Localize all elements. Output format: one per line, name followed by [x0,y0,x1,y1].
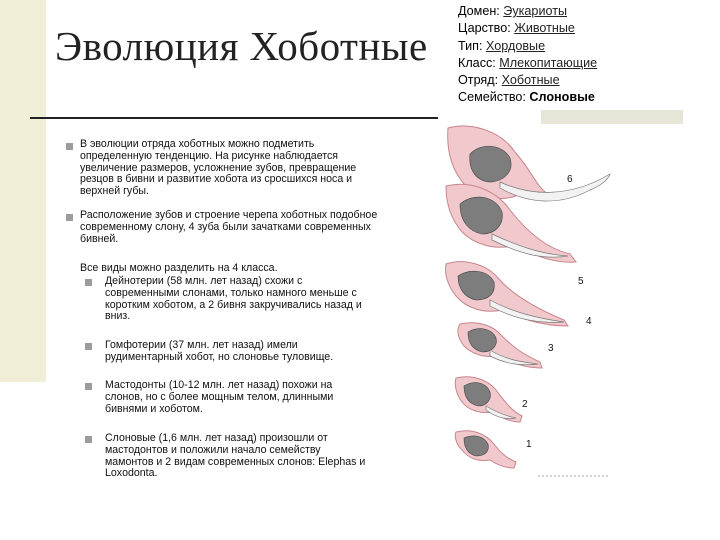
head-3-illustration [458,323,542,368]
bullet-deinotherium: Дейнотерии (58 млн. лет назад) схожи с современными слонами, только намного меньше с коротким хоботом, а 2 бивня закручивались назад и вниз. [105,275,362,323]
kingdom-link[interactable]: Животные [514,21,575,36]
head-1-illustration [455,431,516,468]
taxonomy-block [458,3,597,107]
intro-text: Все виды можно разделить на 4 класса. [80,262,278,274]
taxonomy-phylum: Тип: Хордовые [458,38,546,53]
label-5: 5 [578,276,584,287]
label-6: 6 [567,174,573,185]
label-2: 2 [522,399,528,410]
proboscidean-evolution-figure [440,124,620,484]
label-3: 3 [548,343,554,354]
bullet-icon [85,436,92,443]
taxonomy-order: Отряд: Хоботные [458,73,560,88]
bullet-evolution-trend: В эволюции отряда хоботных можно подметить определенную тенденцию. На рисунке наблюдается увеличение размеров, усложнение зубов, превращение резцов в бивни и развитие хобота из сросшихся носа и верхней губы. [80,138,357,198]
bullet-icon [66,143,73,150]
decorative-bar [541,110,683,124]
bullet-gomphotherium: Гомфотерии (37 млн. лет назад) имели рудиментарный хобот, но слоновье туловище. [105,339,334,363]
bullet-icon [85,383,92,390]
taxonomy-domain: Домен: Эукариоты [458,4,568,18]
class-link[interactable]: Млекопитающие [499,55,598,70]
taxonomy-family: Семейство: Слоновые [458,90,595,105]
evolution-illustration [440,124,620,484]
bullet-teeth-structure: Расположение зубов и строение черепа хоботных подобное современному слону, 4 зуба были зачатками современных бивней. [80,209,378,245]
order-link[interactable]: Хоботные [501,73,560,88]
family-value: Слоновые [529,90,595,105]
bullet-icon [85,279,92,286]
head-2-illustration [455,377,522,422]
title-divider [30,117,438,119]
taxonomy-kingdom: Царство: Животные [458,21,575,36]
bullet-mastodon: Мастодонты (10-12 млн. лет назад) похожи на слонов, но с более мощным телом, длинными бивнями и хоботом. [105,379,334,415]
label-4: 4 [586,316,592,327]
page-title: Эволюция Хоботные [55,23,428,69]
left-accent-bar [0,0,46,382]
taxonomy-class: Класс: Млекопитающие [458,55,598,70]
bullet-elephantidae: Слоновые (1,6 млн. лет назад) произошли от мастодонтов и положили начало семейству мамонтов и 2 видам современных слонов: Elephas и Loxodonta. [105,432,366,480]
label-1: 1 [526,439,532,450]
domain-link[interactable]: Эукариоты [503,4,568,18]
phylum-link[interactable]: Хордовые [486,38,546,53]
bullet-icon [85,343,92,350]
bullet-icon [66,214,73,221]
head-4-illustration [445,262,568,326]
